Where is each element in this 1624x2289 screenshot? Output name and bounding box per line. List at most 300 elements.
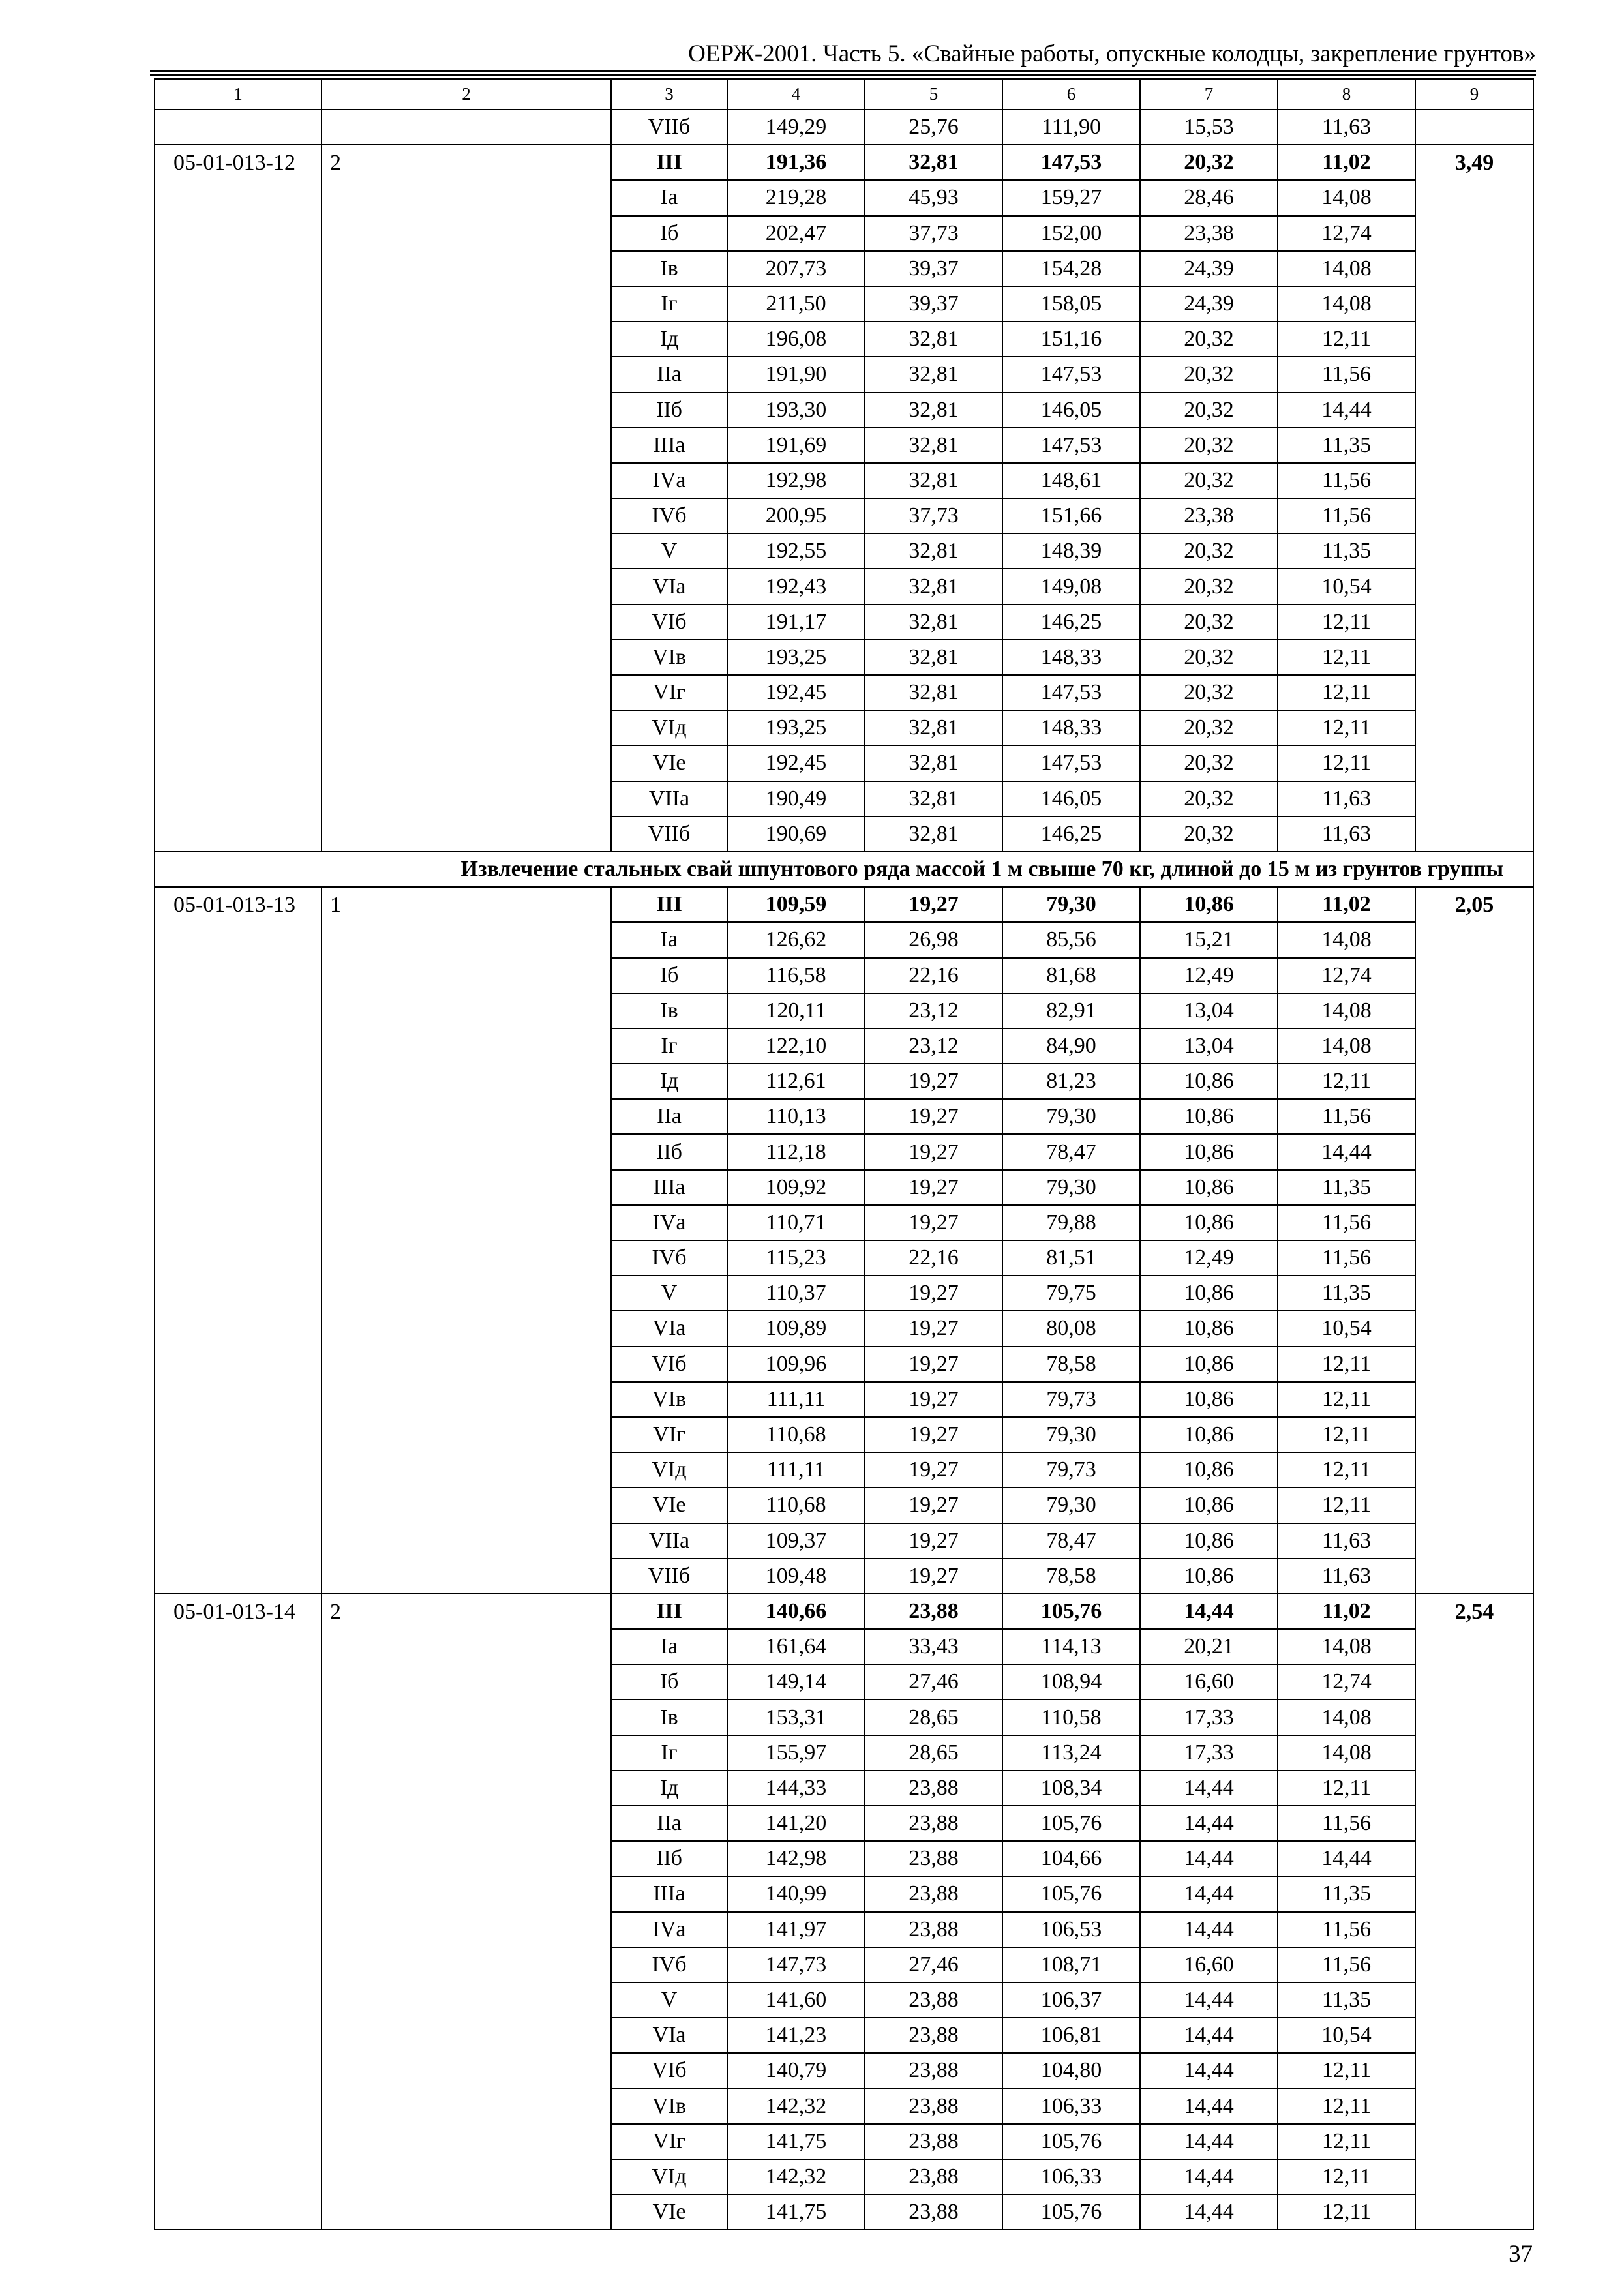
soil-group-cell: VIд bbox=[611, 1452, 727, 1488]
value-cell: 28,65 bbox=[865, 1699, 1002, 1735]
value-cell: 19,27 bbox=[865, 1382, 1002, 1417]
soil-group-cell: VIг bbox=[611, 675, 727, 710]
value-cell: 20,32 bbox=[1140, 463, 1278, 498]
price-table bbox=[154, 78, 1534, 2230]
value-cell: 141,97 bbox=[727, 1912, 865, 1947]
value-cell: 113,24 bbox=[1002, 1735, 1140, 1771]
soil-group-cell: IIб bbox=[611, 393, 727, 428]
value-cell: 140,66 bbox=[727, 1594, 865, 1629]
page-number: 37 bbox=[1509, 2241, 1533, 2267]
value-cell: 78,47 bbox=[1002, 1523, 1140, 1559]
soil-group-cell: Iг bbox=[611, 1735, 727, 1771]
value-cell: 11,63 bbox=[1278, 1523, 1415, 1559]
value-cell: 10,54 bbox=[1278, 1311, 1415, 1346]
value-cell: 13,04 bbox=[1140, 993, 1278, 1028]
rate-code-cell: 05-01-013-13 bbox=[155, 887, 322, 1594]
soil-group-cell: VIб bbox=[611, 605, 727, 640]
value-cell: 17,33 bbox=[1140, 1699, 1278, 1735]
value-cell: 114,13 bbox=[1002, 1629, 1140, 1664]
value-cell: 144,33 bbox=[727, 1771, 865, 1806]
value-cell: 14,08 bbox=[1278, 1028, 1415, 1064]
soil-group-cell: VIб bbox=[611, 1347, 727, 1382]
value-cell: 141,20 bbox=[727, 1806, 865, 1841]
table-row bbox=[155, 110, 1533, 145]
value-cell: 11,63 bbox=[1278, 1559, 1415, 1594]
value-cell: 108,94 bbox=[1002, 1664, 1140, 1699]
value-cell: 14,08 bbox=[1278, 286, 1415, 322]
rate-code-cell: 05-01-013-12 bbox=[155, 145, 322, 852]
soil-group-cell: VIIа bbox=[611, 781, 727, 816]
soil-group-cell: Iа bbox=[611, 180, 727, 215]
soil-group-cell: IIб bbox=[611, 1841, 727, 1876]
value-cell: 20,32 bbox=[1140, 357, 1278, 392]
value-cell: 20,32 bbox=[1140, 533, 1278, 569]
value-cell: 81,23 bbox=[1002, 1064, 1140, 1099]
soil-group-cell: Iв bbox=[611, 251, 727, 286]
value-cell: 109,92 bbox=[727, 1170, 865, 1205]
value-cell: 192,45 bbox=[727, 675, 865, 710]
value-cell: 19,27 bbox=[865, 1488, 1002, 1523]
soil-group-cell: VIв bbox=[611, 2089, 727, 2124]
value-cell: 84,90 bbox=[1002, 1028, 1140, 1064]
value-cell: 111,90 bbox=[1002, 110, 1140, 145]
value-cell: 111,11 bbox=[727, 1382, 865, 1417]
value-cell: 12,74 bbox=[1278, 958, 1415, 993]
value-cell: 191,90 bbox=[727, 357, 865, 392]
value-cell: 19,27 bbox=[865, 1170, 1002, 1205]
value-cell: 149,14 bbox=[727, 1664, 865, 1699]
value-cell: 191,69 bbox=[727, 428, 865, 463]
soil-group-cell: III bbox=[611, 1594, 727, 1629]
value-cell: 147,53 bbox=[1002, 675, 1140, 710]
soil-group-cell: Iг bbox=[611, 1028, 727, 1064]
value-cell: 33,43 bbox=[865, 1629, 1002, 1664]
soil-group-cell: VIе bbox=[611, 745, 727, 781]
value-cell: 45,93 bbox=[865, 180, 1002, 215]
value-cell: 19,27 bbox=[865, 1205, 1002, 1240]
soil-group-cell: VIг bbox=[611, 2124, 727, 2159]
value-cell: 106,81 bbox=[1002, 2018, 1140, 2053]
value-cell: 79,30 bbox=[1002, 887, 1140, 922]
value-cell: 19,27 bbox=[865, 1276, 1002, 1311]
value-cell: 14,44 bbox=[1140, 2089, 1278, 2124]
value-cell: 11,02 bbox=[1278, 145, 1415, 180]
soil-group-cell: VIв bbox=[611, 1382, 727, 1417]
value-cell: 11,56 bbox=[1278, 1947, 1415, 1982]
section-title: Извлечение стальных свай шпунтового ряда массой 1 м свыше 70 кг, длиной до 15 м из грунтов группы bbox=[155, 852, 1533, 887]
value-cell: 108,34 bbox=[1002, 1771, 1140, 1806]
value-cell: 109,96 bbox=[727, 1347, 865, 1382]
value-cell: 20,32 bbox=[1140, 428, 1278, 463]
value-cell: 14,44 bbox=[1140, 1912, 1278, 1947]
value-cell: 12,74 bbox=[1278, 216, 1415, 251]
empty-cell bbox=[322, 110, 611, 145]
value-cell: 11,56 bbox=[1278, 1240, 1415, 1276]
value-cell: 11,35 bbox=[1278, 1276, 1415, 1311]
empty-cell bbox=[1415, 110, 1533, 145]
price-table-container bbox=[154, 78, 1533, 2230]
value-cell: 126,62 bbox=[727, 922, 865, 957]
value-cell: 12,11 bbox=[1278, 1488, 1415, 1523]
value-cell: 147,73 bbox=[727, 1947, 865, 1982]
soil-group-cell: V bbox=[611, 533, 727, 569]
value-cell: 153,31 bbox=[727, 1699, 865, 1735]
value-cell: 79,30 bbox=[1002, 1488, 1140, 1523]
value-cell: 20,21 bbox=[1140, 1629, 1278, 1664]
value-cell: 122,10 bbox=[727, 1028, 865, 1064]
column-2-cell: 1 bbox=[322, 887, 611, 1594]
value-cell: 109,37 bbox=[727, 1523, 865, 1559]
soil-group-cell: Iг bbox=[611, 286, 727, 322]
value-cell: 11,63 bbox=[1278, 110, 1415, 145]
value-cell: 20,32 bbox=[1140, 781, 1278, 816]
header-rule-top bbox=[150, 70, 1536, 72]
value-cell: 149,08 bbox=[1002, 569, 1140, 604]
value-cell: 12,11 bbox=[1278, 322, 1415, 357]
value-cell: 10,86 bbox=[1140, 1347, 1278, 1382]
value-cell: 10,86 bbox=[1140, 887, 1278, 922]
value-cell: 24,39 bbox=[1140, 251, 1278, 286]
value-cell: 191,17 bbox=[727, 605, 865, 640]
value-cell: 115,23 bbox=[727, 1240, 865, 1276]
value-cell: 105,76 bbox=[1002, 1806, 1140, 1841]
soil-group-cell: IVб bbox=[611, 1947, 727, 1982]
soil-group-cell: IVб bbox=[611, 1240, 727, 1276]
value-cell: 112,61 bbox=[727, 1064, 865, 1099]
value-cell: 120,11 bbox=[727, 993, 865, 1028]
soil-group-cell: IVа bbox=[611, 463, 727, 498]
value-cell: 106,37 bbox=[1002, 1982, 1140, 2018]
value-cell: 161,64 bbox=[727, 1629, 865, 1664]
soil-group-cell: Iб bbox=[611, 216, 727, 251]
value-cell: 14,44 bbox=[1140, 1594, 1278, 1629]
value-cell: 20,32 bbox=[1140, 745, 1278, 781]
soil-group-cell: V bbox=[611, 1982, 727, 2018]
value-cell: 19,27 bbox=[865, 1347, 1002, 1382]
value-cell: 11,56 bbox=[1278, 357, 1415, 392]
value-cell: 32,81 bbox=[865, 569, 1002, 604]
value-cell: 20,32 bbox=[1140, 710, 1278, 745]
column-9-cell: 2,54 bbox=[1415, 1594, 1533, 2230]
value-cell: 110,68 bbox=[727, 1417, 865, 1452]
value-cell: 32,81 bbox=[865, 463, 1002, 498]
soil-group-cell: VIа bbox=[611, 569, 727, 604]
soil-group-cell: Iб bbox=[611, 1664, 727, 1699]
value-cell: 14,08 bbox=[1278, 180, 1415, 215]
soil-group-cell: IIIа bbox=[611, 428, 727, 463]
table-row bbox=[155, 1594, 1533, 1629]
value-cell: 19,27 bbox=[865, 1559, 1002, 1594]
value-cell: 23,88 bbox=[865, 1771, 1002, 1806]
value-cell: 19,27 bbox=[865, 1311, 1002, 1346]
value-cell: 15,53 bbox=[1140, 110, 1278, 145]
value-cell: 191,36 bbox=[727, 145, 865, 180]
value-cell: 10,86 bbox=[1140, 1311, 1278, 1346]
value-cell: 14,44 bbox=[1140, 1876, 1278, 1911]
value-cell: 22,16 bbox=[865, 958, 1002, 993]
value-cell: 116,58 bbox=[727, 958, 865, 993]
value-cell: 14,08 bbox=[1278, 1699, 1415, 1735]
value-cell: 11,56 bbox=[1278, 463, 1415, 498]
value-cell: 23,88 bbox=[865, 2194, 1002, 2230]
value-cell: 105,76 bbox=[1002, 1594, 1140, 1629]
table-row bbox=[155, 145, 1533, 180]
value-cell: 28,65 bbox=[865, 1735, 1002, 1771]
value-cell: 10,86 bbox=[1140, 1099, 1278, 1134]
value-cell: 104,66 bbox=[1002, 1841, 1140, 1876]
value-cell: 193,25 bbox=[727, 710, 865, 745]
page-header-title: ОЕРЖ-2001. Часть 5. «Свайные работы, опускные колодцы, закрепление грунтов» bbox=[688, 40, 1536, 67]
value-cell: 78,58 bbox=[1002, 1559, 1140, 1594]
value-cell: 12,11 bbox=[1278, 1347, 1415, 1382]
value-cell: 148,39 bbox=[1002, 533, 1140, 569]
value-cell: 12,74 bbox=[1278, 1664, 1415, 1699]
value-cell: 110,68 bbox=[727, 1488, 865, 1523]
value-cell: 148,61 bbox=[1002, 463, 1140, 498]
value-cell: 192,43 bbox=[727, 569, 865, 604]
table-row bbox=[155, 887, 1533, 922]
value-cell: 104,80 bbox=[1002, 2053, 1140, 2088]
value-cell: 20,32 bbox=[1140, 675, 1278, 710]
column-9-cell: 3,49 bbox=[1415, 145, 1533, 852]
value-cell: 111,11 bbox=[727, 1452, 865, 1488]
value-cell: 147,53 bbox=[1002, 745, 1140, 781]
value-cell: 12,11 bbox=[1278, 605, 1415, 640]
value-cell: 14,44 bbox=[1140, 2018, 1278, 2053]
value-cell: 146,05 bbox=[1002, 393, 1140, 428]
soil-group-cell: IVа bbox=[611, 1912, 727, 1947]
empty-cell bbox=[155, 110, 322, 145]
value-cell: 32,81 bbox=[865, 640, 1002, 675]
value-cell: 147,53 bbox=[1002, 357, 1140, 392]
value-cell: 32,81 bbox=[865, 322, 1002, 357]
value-cell: 23,88 bbox=[865, 2159, 1002, 2194]
value-cell: 12,11 bbox=[1278, 2159, 1415, 2194]
value-cell: 10,86 bbox=[1140, 1205, 1278, 1240]
value-cell: 14,08 bbox=[1278, 993, 1415, 1028]
value-cell: 14,44 bbox=[1140, 2053, 1278, 2088]
value-cell: 140,79 bbox=[727, 2053, 865, 2088]
value-cell: 17,33 bbox=[1140, 1735, 1278, 1771]
value-cell: 14,08 bbox=[1278, 251, 1415, 286]
value-cell: 32,81 bbox=[865, 710, 1002, 745]
value-cell: 193,30 bbox=[727, 393, 865, 428]
value-cell: 79,73 bbox=[1002, 1452, 1140, 1488]
value-cell: 19,27 bbox=[865, 1134, 1002, 1169]
value-cell: 12,11 bbox=[1278, 2124, 1415, 2159]
value-cell: 11,56 bbox=[1278, 498, 1415, 533]
value-cell: 32,81 bbox=[865, 145, 1002, 180]
value-cell: 10,86 bbox=[1140, 1382, 1278, 1417]
value-cell: 12,11 bbox=[1278, 675, 1415, 710]
value-cell: 24,39 bbox=[1140, 286, 1278, 322]
value-cell: 14,44 bbox=[1278, 393, 1415, 428]
soil-group-cell: IVб bbox=[611, 498, 727, 533]
value-cell: 10,86 bbox=[1140, 1276, 1278, 1311]
value-cell: 110,37 bbox=[727, 1276, 865, 1311]
value-cell: 23,88 bbox=[865, 2053, 1002, 2088]
value-cell: 109,59 bbox=[727, 887, 865, 922]
value-cell: 82,91 bbox=[1002, 993, 1140, 1028]
value-cell: 23,88 bbox=[865, 2124, 1002, 2159]
soil-group-cell: IIб bbox=[611, 1134, 727, 1169]
soil-group-cell: IIа bbox=[611, 1099, 727, 1134]
value-cell: 110,71 bbox=[727, 1205, 865, 1240]
value-cell: 79,73 bbox=[1002, 1382, 1140, 1417]
value-cell: 27,46 bbox=[865, 1664, 1002, 1699]
value-cell: 23,12 bbox=[865, 1028, 1002, 1064]
value-cell: 26,98 bbox=[865, 922, 1002, 957]
value-cell: 12,11 bbox=[1278, 1064, 1415, 1099]
value-cell: 10,86 bbox=[1140, 1452, 1278, 1488]
value-cell: 32,81 bbox=[865, 675, 1002, 710]
value-cell: 19,27 bbox=[865, 887, 1002, 922]
value-cell: 106,33 bbox=[1002, 2159, 1140, 2194]
value-cell: 11,35 bbox=[1278, 428, 1415, 463]
value-cell: 32,81 bbox=[865, 357, 1002, 392]
value-cell: 10,86 bbox=[1140, 1488, 1278, 1523]
soil-group-cell: Iа bbox=[611, 1629, 727, 1664]
value-cell: 140,99 bbox=[727, 1876, 865, 1911]
value-cell: 14,44 bbox=[1140, 2124, 1278, 2159]
value-cell: 11,02 bbox=[1278, 1594, 1415, 1629]
value-cell: 14,44 bbox=[1140, 1982, 1278, 2018]
value-cell: 23,88 bbox=[865, 1912, 1002, 1947]
value-cell: 79,30 bbox=[1002, 1099, 1140, 1134]
value-cell: 12,11 bbox=[1278, 710, 1415, 745]
value-cell: 10,86 bbox=[1140, 1134, 1278, 1169]
value-cell: 23,88 bbox=[865, 2089, 1002, 2124]
value-cell: 141,75 bbox=[727, 2194, 865, 2230]
value-cell: 109,89 bbox=[727, 1311, 865, 1346]
value-cell: 147,53 bbox=[1002, 145, 1140, 180]
column-number-cell: 4 bbox=[727, 79, 865, 110]
value-cell: 148,33 bbox=[1002, 710, 1140, 745]
value-cell: 10,86 bbox=[1140, 1064, 1278, 1099]
value-cell: 12,11 bbox=[1278, 2194, 1415, 2230]
value-cell: 11,56 bbox=[1278, 1099, 1415, 1134]
value-cell: 11,35 bbox=[1278, 533, 1415, 569]
value-cell: 190,69 bbox=[727, 816, 865, 852]
value-cell: 32,81 bbox=[865, 816, 1002, 852]
value-cell: 152,00 bbox=[1002, 216, 1140, 251]
value-cell: 11,63 bbox=[1278, 781, 1415, 816]
value-cell: 25,76 bbox=[865, 110, 1002, 145]
soil-group-cell: IVа bbox=[611, 1205, 727, 1240]
value-cell: 12,11 bbox=[1278, 1771, 1415, 1806]
value-cell: 19,27 bbox=[865, 1417, 1002, 1452]
column-number-cell: 7 bbox=[1140, 79, 1278, 110]
value-cell: 10,86 bbox=[1140, 1523, 1278, 1559]
value-cell: 81,68 bbox=[1002, 958, 1140, 993]
value-cell: 192,45 bbox=[727, 745, 865, 781]
soil-group-cell: VIIб bbox=[611, 110, 727, 145]
value-cell: 141,23 bbox=[727, 2018, 865, 2053]
value-cell: 142,98 bbox=[727, 1841, 865, 1876]
value-cell: 79,75 bbox=[1002, 1276, 1140, 1311]
soil-group-cell: Iд bbox=[611, 322, 727, 357]
soil-group-cell: VIд bbox=[611, 2159, 727, 2194]
value-cell: 32,81 bbox=[865, 781, 1002, 816]
soil-group-cell: VIе bbox=[611, 2194, 727, 2230]
value-cell: 12,11 bbox=[1278, 1382, 1415, 1417]
value-cell: 23,88 bbox=[865, 2018, 1002, 2053]
value-cell: 14,08 bbox=[1278, 1629, 1415, 1664]
column-number-cell: 6 bbox=[1002, 79, 1140, 110]
soil-group-cell: VIIа bbox=[611, 1523, 727, 1559]
value-cell: 148,33 bbox=[1002, 640, 1140, 675]
value-cell: 14,44 bbox=[1140, 2159, 1278, 2194]
soil-group-cell: VIг bbox=[611, 1417, 727, 1452]
value-cell: 219,28 bbox=[727, 180, 865, 215]
value-cell: 141,60 bbox=[727, 1982, 865, 2018]
value-cell: 11,56 bbox=[1278, 1806, 1415, 1841]
value-cell: 10,86 bbox=[1140, 1170, 1278, 1205]
value-cell: 105,76 bbox=[1002, 1876, 1140, 1911]
value-cell: 14,44 bbox=[1278, 1134, 1415, 1169]
value-cell: 32,81 bbox=[865, 393, 1002, 428]
value-cell: 202,47 bbox=[727, 216, 865, 251]
value-cell: 10,54 bbox=[1278, 569, 1415, 604]
soil-group-cell: IIа bbox=[611, 1806, 727, 1841]
value-cell: 12,49 bbox=[1140, 1240, 1278, 1276]
value-cell: 81,51 bbox=[1002, 1240, 1140, 1276]
soil-group-cell: VIб bbox=[611, 2053, 727, 2088]
value-cell: 12,11 bbox=[1278, 2053, 1415, 2088]
soil-group-cell: V bbox=[611, 1276, 727, 1311]
value-cell: 15,21 bbox=[1140, 922, 1278, 957]
column-number-row bbox=[155, 79, 1533, 110]
soil-group-cell: III bbox=[611, 887, 727, 922]
value-cell: 105,76 bbox=[1002, 2194, 1140, 2230]
value-cell: 14,08 bbox=[1278, 922, 1415, 957]
value-cell: 151,16 bbox=[1002, 322, 1140, 357]
value-cell: 146,05 bbox=[1002, 781, 1140, 816]
value-cell: 19,27 bbox=[865, 1064, 1002, 1099]
value-cell: 27,46 bbox=[865, 1947, 1002, 1982]
value-cell: 10,86 bbox=[1140, 1417, 1278, 1452]
value-cell: 141,75 bbox=[727, 2124, 865, 2159]
value-cell: 112,18 bbox=[727, 1134, 865, 1169]
value-cell: 14,44 bbox=[1140, 2194, 1278, 2230]
value-cell: 79,88 bbox=[1002, 1205, 1140, 1240]
value-cell: 151,66 bbox=[1002, 498, 1140, 533]
value-cell: 10,54 bbox=[1278, 2018, 1415, 2053]
value-cell: 79,30 bbox=[1002, 1417, 1140, 1452]
value-cell: 12,11 bbox=[1278, 1417, 1415, 1452]
soil-group-cell: VIв bbox=[611, 640, 727, 675]
section-title-row bbox=[155, 852, 1533, 887]
column-number-cell: 5 bbox=[865, 79, 1002, 110]
value-cell: 109,48 bbox=[727, 1559, 865, 1594]
value-cell: 28,46 bbox=[1140, 180, 1278, 215]
table-body bbox=[155, 79, 1533, 2230]
value-cell: 11,63 bbox=[1278, 816, 1415, 852]
value-cell: 20,32 bbox=[1140, 816, 1278, 852]
soil-group-cell: Iа bbox=[611, 922, 727, 957]
column-number-cell: 2 bbox=[322, 79, 611, 110]
value-cell: 14,08 bbox=[1278, 1735, 1415, 1771]
value-cell: 11,35 bbox=[1278, 1982, 1415, 2018]
value-cell: 158,05 bbox=[1002, 286, 1140, 322]
value-cell: 11,02 bbox=[1278, 887, 1415, 922]
value-cell: 110,58 bbox=[1002, 1699, 1140, 1735]
value-cell: 23,88 bbox=[865, 1841, 1002, 1876]
value-cell: 12,11 bbox=[1278, 2089, 1415, 2124]
value-cell: 192,55 bbox=[727, 533, 865, 569]
soil-group-cell: VIа bbox=[611, 2018, 727, 2053]
value-cell: 14,44 bbox=[1278, 1841, 1415, 1876]
